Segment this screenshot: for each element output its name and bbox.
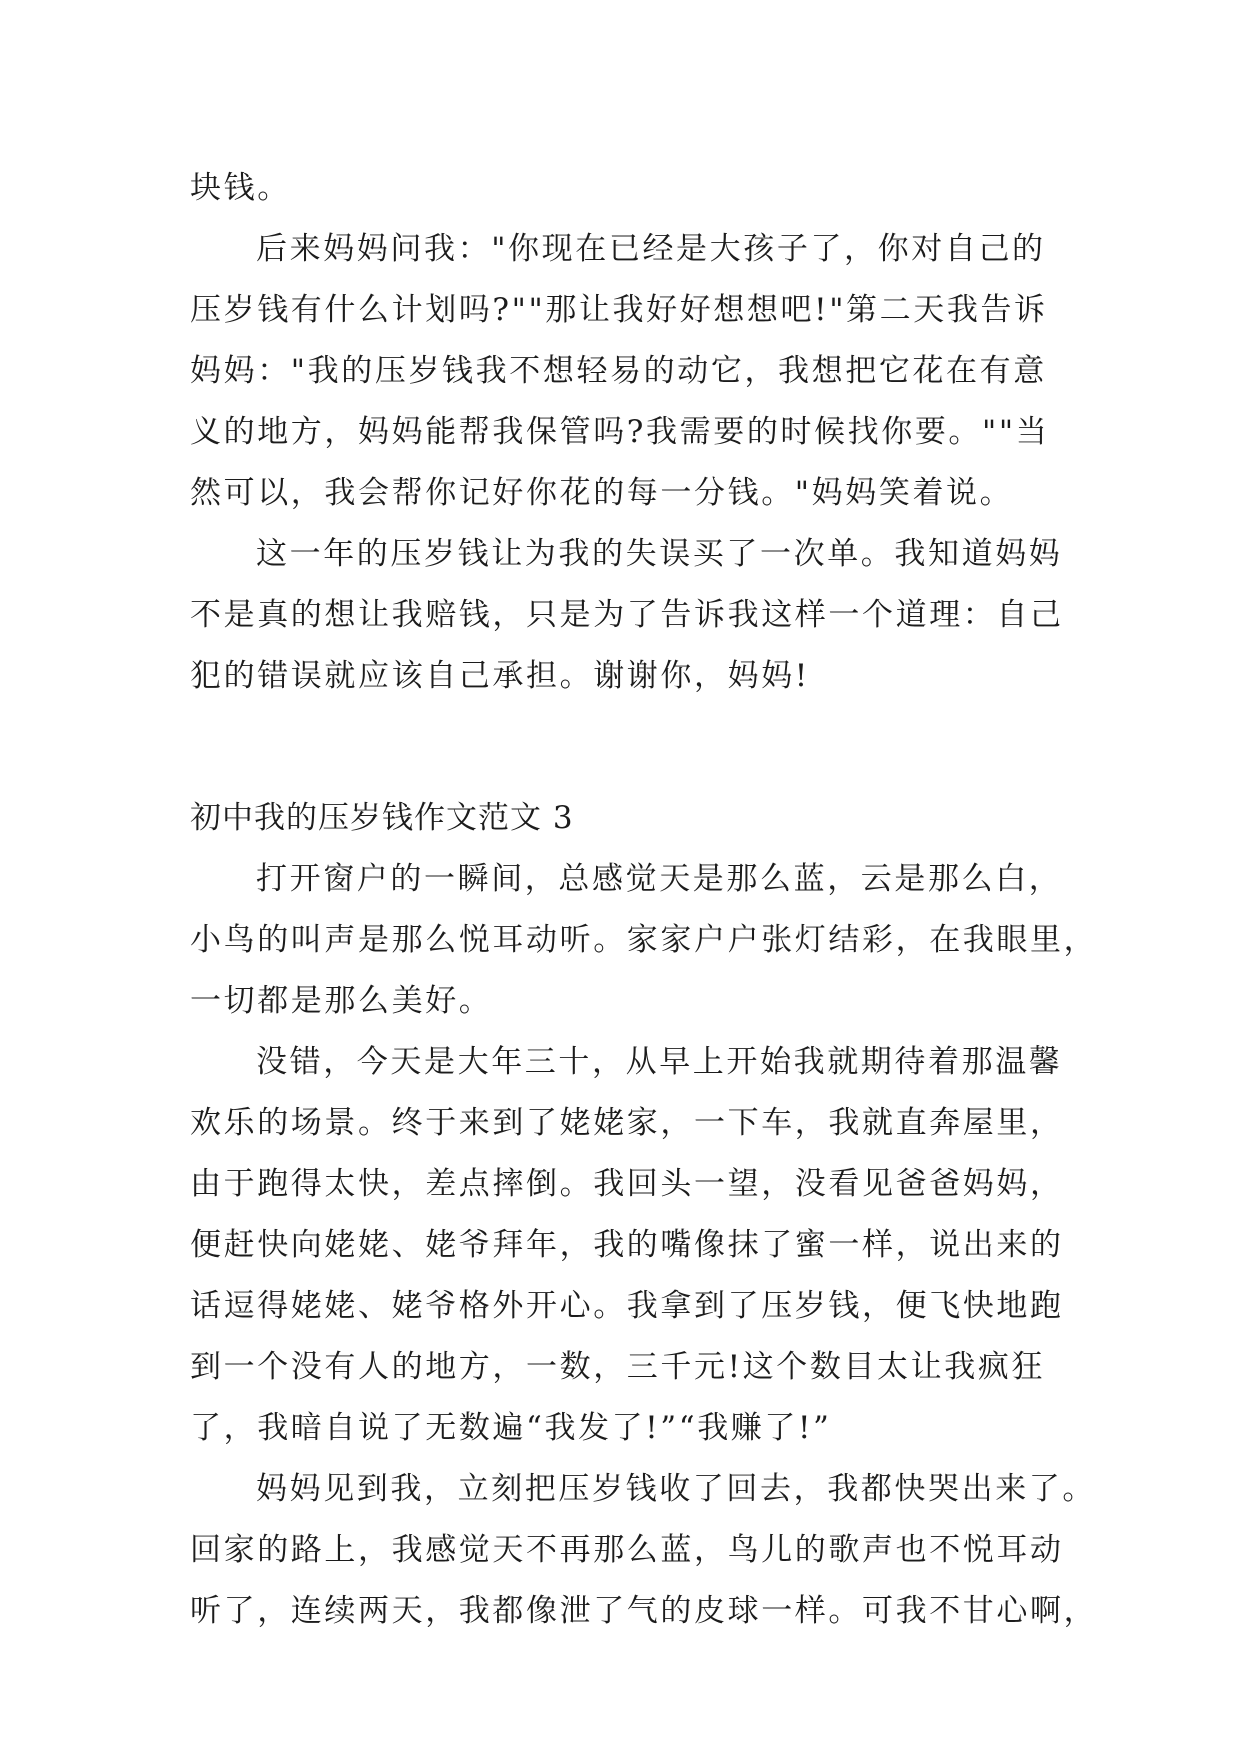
- paragraph-start-line: 后来妈妈问我："你现在已经是大孩子了，你对自己的: [256, 231, 1046, 267]
- text-line: 由于跑得太快，差点摔倒。我回头一望，没看见爸爸妈妈，: [190, 1166, 1064, 1202]
- text-line: 块钱。: [190, 170, 291, 206]
- text-line: 回家的路上，我感觉天不再那么蓝，鸟儿的歌声也不悦耳动: [190, 1532, 1064, 1568]
- text-line: 了，我暗自说了无数遍“我发了!”“我赚了!”: [190, 1410, 832, 1446]
- paragraph-start-line: 没错，今天是大年三十，从早上开始我就期待着那温馨: [256, 1044, 1063, 1080]
- text-line: 一切都是那么美好。: [190, 983, 493, 1019]
- document-body: [190, 158, 1098, 1642]
- text-line: 犯的错误就应该自己承担。谢谢你，妈妈!: [190, 658, 810, 694]
- text-line: 压岁钱有什么计划吗?""那让我好好想想吧!"第二天我告诉: [190, 292, 1048, 328]
- section-gap: [190, 707, 1080, 788]
- text-line: 便赶快向姥姥、姥爷拜年，我的嘴像抹了蜜一样，说出来的: [190, 1227, 1064, 1263]
- text-line: 不是真的想让我赔钱，只是为了告诉我这样一个道理：自己: [190, 597, 1064, 633]
- text-line: 妈妈："我的压岁钱我不想轻易的动它，我想把它花在有意: [190, 353, 1047, 389]
- paragraph-start-line: 打开窗户的一瞬间，总感觉天是那么蓝，云是那么白，: [256, 861, 1063, 897]
- section-heading: 初中我的压岁钱作文范文 3: [190, 800, 574, 836]
- paragraph-start-line: 妈妈见到我，立刻把压岁钱收了回去，我都快哭出来了。: [256, 1471, 1096, 1507]
- text-line: 小鸟的叫声是那么悦耳动听。家家户户张灯结彩，在我眼里，: [190, 922, 1098, 958]
- text-line: 然可以，我会帮你记好你花的每一分钱。"妈妈笑着说。: [190, 475, 1014, 511]
- text-line: 义的地方，妈妈能帮我保管吗?我需要的时候找你要。""当: [190, 414, 1050, 450]
- paragraph-start-line: 这一年的压岁钱让为我的失误买了一次单。我知道妈妈: [256, 536, 1063, 572]
- text-line: 听了，连续两天，我都像泄了气的皮球一样。可我不甘心啊，: [190, 1593, 1098, 1629]
- text-line: 到一个没有人的地方，一数，三千元!这个数目太让我疯狂: [190, 1349, 1046, 1385]
- text-line: 话逗得姥姥、姥爷格外开心。我拿到了压岁钱，便飞快地跑: [190, 1288, 1064, 1324]
- text-line: 欢乐的场景。终于来到了姥姥家，一下车，我就直奔屋里，: [190, 1105, 1064, 1141]
